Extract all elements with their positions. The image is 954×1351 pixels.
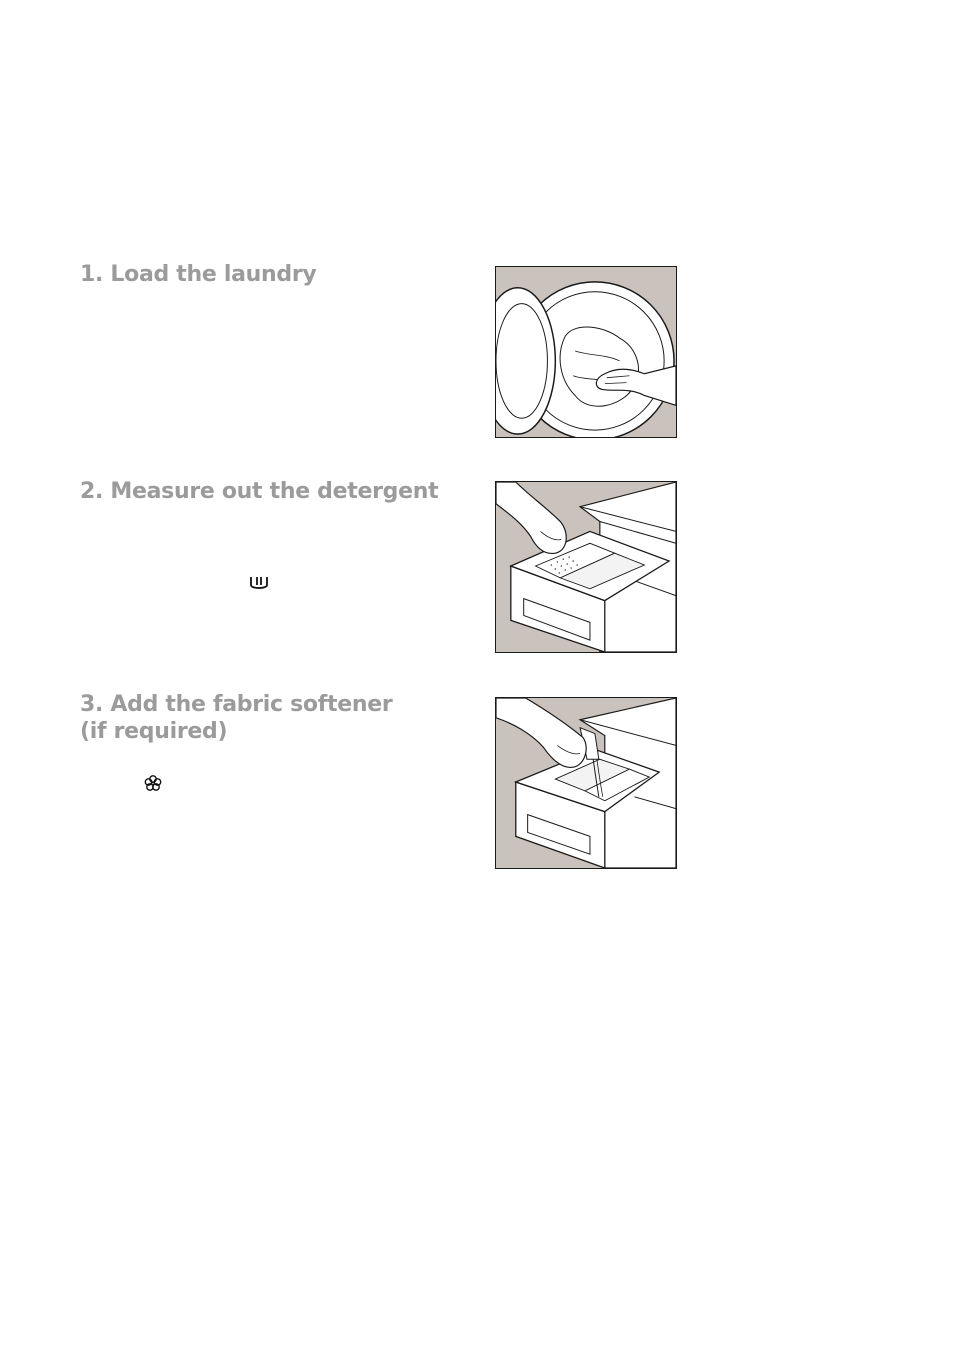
step-3-heading-line-2: (if required) — [80, 719, 228, 744]
step-1-heading: 1. Load the laundry — [80, 262, 317, 287]
main-wash-detergent-symbol — [248, 574, 270, 592]
step-3-heading-line-1: 3. Add the fabric softener — [80, 692, 393, 717]
fabric-softener-flower-symbol — [142, 774, 164, 792]
load-laundry-drum-illustration — [495, 266, 677, 438]
step-3-heading — [80, 691, 392, 745]
softener-dispenser-illustration — [495, 697, 677, 869]
step-2-heading: 2. Measure out the detergent — [80, 479, 439, 504]
detergent-dispenser-illustration — [495, 481, 677, 653]
